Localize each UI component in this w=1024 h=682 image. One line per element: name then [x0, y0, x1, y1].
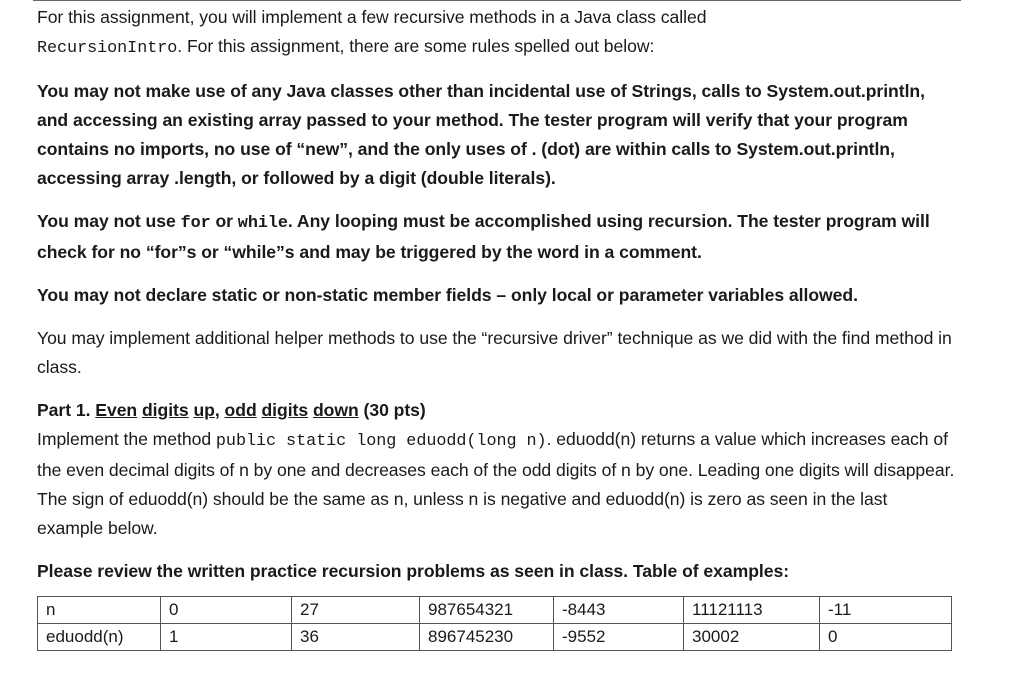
table-cell: -11: [820, 597, 952, 624]
intro-text: For this assignment, you will implement a few recursive methods in a Java class called: [37, 7, 707, 27]
rule-no-java-classes: You may not make use of any Java classes other than incidental use of Strings, calls to System.out.println, and accessing an existing array passed to your method. The tester program will verify that your program contains no imports, no use of “new”, and the only uses of . (dot) are within calls to System.out.println, accessing array .length, or followed by a digit (double literals).: [37, 81, 925, 188]
intro-paragraph: [37, 3, 957, 63]
table-cell: 896745230: [420, 624, 554, 651]
part1-section: [37, 396, 957, 543]
intro-text-rest: . For this assignment, there are some rules spelled out below:: [177, 36, 655, 56]
rule-no-member-fields: You may not declare static or non-static member fields – only local or parameter variables allowed.: [37, 285, 858, 305]
table-cell: 36: [292, 624, 420, 651]
table-cell: -8443: [554, 597, 684, 624]
table-cell: -9552: [554, 624, 684, 651]
rule-no-loops: You may not use for or while. Any looping must be accomplished using recursion. The tester program will check for no “for”s or “while”s and may be triggered by the word in a comment.: [37, 211, 930, 262]
part1-heading: Part 1. Even digits up, odd digits down (30 pts): [37, 400, 426, 420]
table-cell: 1: [161, 624, 292, 651]
top-border-line: [33, 0, 961, 1]
table-cell: 11121113: [684, 597, 820, 624]
examples-table: [37, 596, 952, 651]
part1-description: Implement the method public static long eduodd(long n). eduodd(n) returns a value which increases each of the even decimal digits of n by one and decreases each of the odd digits of n by one. Leading one digits will disappear. The sign of eduodd(n) should be the same as n, unless n is negative and eduodd(n) is zero as seen in the last example below.: [37, 429, 955, 538]
table-cell: 0: [161, 597, 292, 624]
review-note: Please review the written practice recursion problems as seen in class. Table of examples:: [37, 561, 790, 581]
keyword-while: while: [237, 214, 288, 233]
rule-helper-methods: You may implement additional helper methods to use the “recursive driver” technique as we did with the find method in class.: [37, 328, 952, 377]
keyword-for: for: [180, 214, 211, 233]
table-row: [38, 597, 952, 624]
class-name-code: RecursionIntro: [37, 39, 178, 58]
table-cell: eduodd(n): [38, 624, 161, 651]
table-cell: 987654321: [420, 597, 554, 624]
table-row: [38, 624, 952, 651]
table-cell: 27: [292, 597, 420, 624]
table-cell: 0: [820, 624, 952, 651]
table-cell: n: [38, 597, 161, 624]
table-cell: 30002: [684, 624, 820, 651]
assignment-document: [37, 3, 957, 586]
method-signature-code: public static long eduodd(long n): [215, 432, 547, 451]
